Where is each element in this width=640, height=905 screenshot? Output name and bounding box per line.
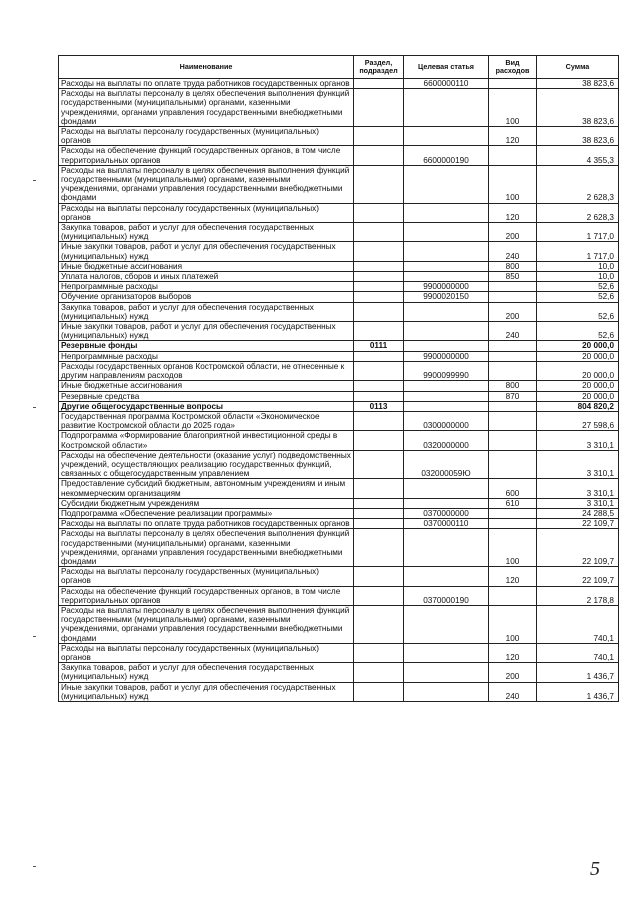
cell-name: Расходы на обеспечение функций государственных органов, в том числе территориальных органов [59, 146, 354, 165]
cell-sum: 52,6 [537, 322, 619, 341]
cell-kind: 100 [489, 605, 537, 643]
table-row [59, 322, 619, 341]
table-row [59, 292, 619, 302]
header-section: Раздел, подраздел [354, 56, 404, 79]
cell-target: 0370000110 [404, 519, 489, 529]
cell-sum: 2 628,3 [537, 165, 619, 203]
cell-sum: 1 717,0 [537, 223, 619, 242]
cell-target [404, 381, 489, 391]
cell-sum: 22 109,7 [537, 567, 619, 586]
cell-target: 0300000000 [404, 411, 489, 430]
cell-section [354, 272, 404, 282]
table-row [59, 79, 619, 89]
header-sum: Сумма [537, 56, 619, 79]
cell-target [404, 643, 489, 662]
cell-name: Резервные средства [59, 391, 354, 401]
cell-name: Расходы на выплаты персоналу в целях обеспечения выполнения функций государственными (муниципальными) органами, казенными учреждениями, органами управления государственными внебюджетными фондами [59, 89, 354, 127]
table-row [59, 643, 619, 662]
cell-sum: 1 436,7 [537, 682, 619, 701]
cell-name: Государственная программа Костромской области «Экономическое развитие Костромской области до 2025 года» [59, 411, 354, 430]
cell-name: Расходы на выплаты персоналу государственных (муниципальных) органов [59, 643, 354, 662]
cell-sum: 10,0 [537, 272, 619, 282]
cell-name: Другие общегосударственные вопросы [59, 401, 354, 411]
cell-name: Расходы государственных органов Костромской области, не отнесенные к другим направлениям расходов [59, 361, 354, 380]
cell-target: 0370000000 [404, 508, 489, 518]
table-row [59, 146, 619, 165]
cell-target [404, 498, 489, 508]
cell-target: 0370000190 [404, 586, 489, 605]
budget-table-body [59, 79, 619, 702]
cell-target [404, 341, 489, 351]
table-row [59, 519, 619, 529]
cell-sum: 52,6 [537, 292, 619, 302]
cell-kind: 800 [489, 261, 537, 271]
cell-kind: 120 [489, 203, 537, 222]
table-row [59, 242, 619, 261]
cell-section [354, 643, 404, 662]
cell-target [404, 322, 489, 341]
cell-section [354, 361, 404, 380]
cell-kind: 100 [489, 529, 537, 567]
cell-section [354, 223, 404, 242]
cell-kind: 610 [489, 498, 537, 508]
cell-sum: 20 000,0 [537, 391, 619, 401]
table-row [59, 498, 619, 508]
cell-sum: 10,0 [537, 261, 619, 271]
cell-target: 9900000000 [404, 351, 489, 361]
cell-target [404, 272, 489, 282]
table-row [59, 431, 619, 450]
cell-kind [489, 351, 537, 361]
cell-kind: 120 [489, 567, 537, 586]
cell-target [404, 605, 489, 643]
cell-target [404, 203, 489, 222]
cell-name: Иные закупки товаров, работ и услуг для обеспечения государственных (муниципальных) нужд [59, 682, 354, 701]
cell-target [404, 567, 489, 586]
cell-sum: 20 000,0 [537, 361, 619, 380]
table-row [59, 450, 619, 479]
cell-section [354, 242, 404, 261]
cell-sum: 24 288,5 [537, 508, 619, 518]
cell-target [404, 223, 489, 242]
cell-name: Расходы на выплаты персоналу государственных (муниципальных) органов [59, 127, 354, 146]
cell-sum: 22 109,7 [537, 529, 619, 567]
cell-kind [489, 401, 537, 411]
table-row [59, 401, 619, 411]
cell-sum: 2 628,3 [537, 203, 619, 222]
cell-target [404, 391, 489, 401]
margin-mark [33, 866, 36, 867]
cell-target [404, 682, 489, 701]
cell-kind: 200 [489, 663, 537, 682]
table-row [59, 282, 619, 292]
cell-target: 9900000000 [404, 282, 489, 292]
table-row [59, 479, 619, 498]
cell-sum: 38 823,6 [537, 127, 619, 146]
page-number: 5 [590, 858, 600, 880]
cell-name: Субсидии бюджетным учреждениям [59, 498, 354, 508]
cell-sum: 740,1 [537, 643, 619, 662]
cell-kind [489, 146, 537, 165]
table-row [59, 351, 619, 361]
table-row [59, 663, 619, 682]
cell-kind [489, 431, 537, 450]
cell-kind: 800 [489, 381, 537, 391]
cell-sum: 52,6 [537, 302, 619, 321]
cell-name: Расходы на выплаты по оплате труда работников государственных органов [59, 519, 354, 529]
cell-section [354, 261, 404, 271]
table-row [59, 302, 619, 321]
cell-target [404, 89, 489, 127]
cell-target [404, 127, 489, 146]
cell-kind: 850 [489, 272, 537, 282]
cell-section [354, 381, 404, 391]
cell-section [354, 89, 404, 127]
table-row [59, 272, 619, 282]
cell-kind: 120 [489, 127, 537, 146]
cell-section [354, 682, 404, 701]
cell-section [354, 411, 404, 430]
cell-name: Подпрограмма «Формирование благоприятной инвестиционной среды в Костромской области» [59, 431, 354, 450]
cell-name: Иные бюджетные ассигнования [59, 261, 354, 271]
cell-sum: 27 598,6 [537, 411, 619, 430]
cell-name: Расходы на выплаты персоналу в целях обеспечения выполнения функций государственными (муниципальными) органами, казенными учреждениями, органами управления государственными внебюджетными фондами [59, 529, 354, 567]
cell-section [354, 391, 404, 401]
cell-name: Закупка товаров, работ и услуг для обеспечения государственных (муниципальных) нужд [59, 663, 354, 682]
cell-sum: 4 355,3 [537, 146, 619, 165]
cell-name: Резервные фонды [59, 341, 354, 351]
cell-kind: 100 [489, 89, 537, 127]
header-target: Целевая статья [404, 56, 489, 79]
cell-kind [489, 508, 537, 518]
table-row [59, 391, 619, 401]
cell-section [354, 322, 404, 341]
table-row [59, 165, 619, 203]
cell-target [404, 401, 489, 411]
cell-section [354, 302, 404, 321]
cell-section [354, 203, 404, 222]
cell-sum: 38 823,6 [537, 89, 619, 127]
cell-sum: 22 109,7 [537, 519, 619, 529]
cell-sum: 740,1 [537, 605, 619, 643]
cell-kind [489, 519, 537, 529]
cell-name: Расходы на выплаты персоналу государственных (муниципальных) органов [59, 567, 354, 586]
table-row [59, 682, 619, 701]
cell-sum: 20 000,0 [537, 381, 619, 391]
cell-section [354, 431, 404, 450]
table-row [59, 361, 619, 380]
cell-sum: 20 000,0 [537, 351, 619, 361]
header-name: Наименование [59, 56, 354, 79]
cell-name: Обучение организаторов выборов [59, 292, 354, 302]
cell-kind [489, 79, 537, 89]
cell-section [354, 586, 404, 605]
cell-section [354, 282, 404, 292]
cell-sum: 3 310,1 [537, 479, 619, 498]
budget-table [58, 55, 619, 702]
cell-section [354, 663, 404, 682]
cell-kind: 200 [489, 223, 537, 242]
table-row [59, 411, 619, 430]
table-row [59, 127, 619, 146]
cell-name: Уплата налогов, сборов и иных платежей [59, 272, 354, 282]
cell-target [404, 261, 489, 271]
cell-target: 6600000110 [404, 79, 489, 89]
cell-name: Непрограммные расходы [59, 282, 354, 292]
margin-mark [33, 407, 36, 408]
cell-name: Расходы на обеспечение функций государственных органов, в том числе территориальных органов [59, 586, 354, 605]
cell-section [354, 146, 404, 165]
cell-section: 0113 [354, 401, 404, 411]
cell-sum: 1 717,0 [537, 242, 619, 261]
cell-sum: 3 310,1 [537, 431, 619, 450]
cell-kind: 100 [489, 165, 537, 203]
cell-section [354, 351, 404, 361]
cell-target [404, 479, 489, 498]
cell-target: 032000059Ю [404, 450, 489, 479]
cell-section [354, 605, 404, 643]
cell-target: 6600000190 [404, 146, 489, 165]
cell-section [354, 519, 404, 529]
table-row [59, 341, 619, 351]
table-row [59, 529, 619, 567]
cell-name: Иные бюджетные ассигнования [59, 381, 354, 391]
cell-kind [489, 361, 537, 380]
cell-sum: 3 310,1 [537, 450, 619, 479]
table-row [59, 89, 619, 127]
cell-kind: 200 [489, 302, 537, 321]
cell-name: Подпрограмма «Обеспечение реализации программы» [59, 508, 354, 518]
cell-target [404, 242, 489, 261]
budget-table-header [59, 56, 619, 79]
cell-target [404, 529, 489, 567]
cell-kind: 240 [489, 682, 537, 701]
cell-section [354, 508, 404, 518]
cell-kind [489, 450, 537, 479]
cell-section [354, 450, 404, 479]
cell-sum: 52,6 [537, 282, 619, 292]
table-row [59, 223, 619, 242]
cell-name: Расходы на выплаты персоналу в целях обеспечения выполнения функций государственными (муниципальными) органами, казенными учреждениями, органами управления государственными внебюджетными фондами [59, 165, 354, 203]
cell-kind: 600 [489, 479, 537, 498]
table-row [59, 567, 619, 586]
cell-section [354, 498, 404, 508]
cell-section [354, 127, 404, 146]
cell-section [354, 479, 404, 498]
cell-name: Иные закупки товаров, работ и услуг для обеспечения государственных (муниципальных) нужд [59, 242, 354, 261]
cell-section [354, 292, 404, 302]
cell-section [354, 165, 404, 203]
cell-name: Закупка товаров, работ и услуг для обеспечения государственных (муниципальных) нужд [59, 302, 354, 321]
cell-section: 0111 [354, 341, 404, 351]
cell-sum: 3 310,1 [537, 498, 619, 508]
table-row [59, 203, 619, 222]
cell-sum: 2 178,8 [537, 586, 619, 605]
table-row [59, 508, 619, 518]
cell-name: Расходы на выплаты по оплате труда работников государственных органов [59, 79, 354, 89]
header-kind: Вид расходов [489, 56, 537, 79]
margin-mark [33, 636, 36, 637]
cell-target: 9900099990 [404, 361, 489, 380]
cell-target: 9900020150 [404, 292, 489, 302]
margin-mark [33, 180, 36, 181]
cell-target [404, 165, 489, 203]
cell-name: Иные закупки товаров, работ и услуг для обеспечения государственных (муниципальных) нужд [59, 322, 354, 341]
table-row [59, 605, 619, 643]
cell-name: Расходы на обеспечение деятельности (оказание услуг) подведомственных учреждений, осуществляющих реализацию государственных функций, связанных с общегосударственным управлением [59, 450, 354, 479]
cell-target: 0320000000 [404, 431, 489, 450]
cell-name: Расходы на выплаты персоналу государственных (муниципальных) органов [59, 203, 354, 222]
cell-name: Предоставление субсидий бюджетным, автономным учреждениям и иным некоммерческим организациям [59, 479, 354, 498]
cell-target [404, 302, 489, 321]
cell-sum: 20 000,0 [537, 341, 619, 351]
cell-kind [489, 292, 537, 302]
cell-sum: 804 820,2 [537, 401, 619, 411]
table-row [59, 261, 619, 271]
cell-section [354, 567, 404, 586]
cell-kind [489, 282, 537, 292]
header-row [59, 56, 619, 79]
cell-section [354, 529, 404, 567]
cell-sum: 1 436,7 [537, 663, 619, 682]
cell-kind: 240 [489, 322, 537, 341]
cell-name: Непрограммные расходы [59, 351, 354, 361]
cell-kind: 870 [489, 391, 537, 401]
table-row [59, 381, 619, 391]
table-row [59, 586, 619, 605]
cell-kind: 120 [489, 643, 537, 662]
cell-name: Закупка товаров, работ и услуг для обеспечения государственных (муниципальных) нужд [59, 223, 354, 242]
cell-sum: 38 823,6 [537, 79, 619, 89]
cell-name: Расходы на выплаты персоналу в целях обеспечения выполнения функций государственными (муниципальными) органами, казенными учреждениями, органами управления государственными внебюджетными фондами [59, 605, 354, 643]
cell-target [404, 663, 489, 682]
cell-section [354, 79, 404, 89]
cell-kind [489, 586, 537, 605]
cell-kind [489, 411, 537, 430]
cell-kind: 240 [489, 242, 537, 261]
cell-kind [489, 341, 537, 351]
